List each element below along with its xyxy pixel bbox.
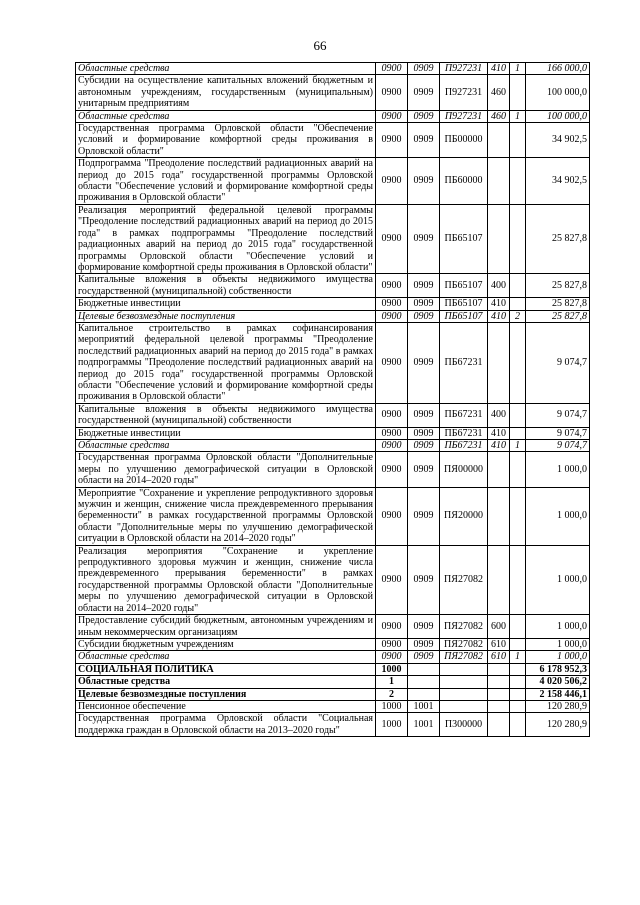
amount-cell: 1 000,0 [526,487,590,545]
row-name-cell: Субсидии бюджетным учреждениям [76,638,376,650]
funding-source-code-cell: 1 [510,110,526,122]
row-name-cell: Государственная программа Орловской области "Социальная поддержка граждан в Орловской области на 2013–2020 годы" [76,713,376,737]
expense-type-code-cell: 410 [488,298,510,310]
subsection-code-cell: 1001 [408,700,440,712]
expense-type-code-cell: 400 [488,403,510,427]
subsection-code-cell [408,676,440,688]
row-name-cell: Областные средства [76,440,376,452]
expense-type-code-cell: 410 [488,63,510,75]
table-row [76,487,590,545]
subsection-code-cell: 0909 [408,63,440,75]
funding-source-code-cell [510,700,526,712]
row-name-cell: Пенсионное обеспечение [76,700,376,712]
target-article-code-cell: ПЯ27082 [440,545,488,614]
subsection-code-cell: 0909 [408,638,440,650]
amount-cell: 25 827,8 [526,204,590,273]
subsection-code-cell [408,663,440,675]
target-article-code-cell: ПЯ27082 [440,615,488,639]
expense-type-code-cell [488,158,510,205]
target-article-code-cell: ПБ67231 [440,322,488,403]
target-article-code-cell: ПБ65107 [440,274,488,298]
table-row [76,700,590,712]
amount-cell: 25 827,8 [526,298,590,310]
section-code-cell: 0900 [376,123,408,158]
amount-cell: 9 074,7 [526,322,590,403]
subsection-code-cell: 0909 [408,403,440,427]
table-row [76,676,590,688]
funding-source-code-cell [510,427,526,439]
funding-source-code-cell [510,615,526,639]
subsection-code-cell: 0909 [408,158,440,205]
expense-type-code-cell [488,123,510,158]
table-row [76,713,590,737]
funding-source-code-cell: 2 [510,310,526,322]
funding-source-code-cell [510,688,526,700]
expense-type-code-cell [488,204,510,273]
table-row [76,322,590,403]
table-row [76,440,590,452]
funding-source-code-cell [510,545,526,614]
amount-cell: 6 178 952,3 [526,663,590,675]
expense-type-code-cell: 400 [488,274,510,298]
funding-source-code-cell [510,322,526,403]
funding-source-code-cell [510,274,526,298]
section-code-cell: 0900 [376,110,408,122]
amount-cell: 1 000,0 [526,638,590,650]
amount-cell: 34 902,5 [526,123,590,158]
funding-source-code-cell: 1 [510,63,526,75]
subsection-code-cell: 0909 [408,427,440,439]
row-name-cell: Капитальное строительство в рамках софинансирования мероприятий федеральной целевой программы "Преодоление последствий радиационных аварий на период до 2015 года" в рамках подпрограммы "Преодоление последствий радиационных аварий на период до 2015 года" государственной программы Орловской области "Обеспечение условий и формирование комфортной среды проживания в Орловской области" [76,322,376,403]
expense-type-code-cell [488,676,510,688]
row-name-cell: Субсидии на осуществление капитальных вложений бюджетным и автономным учреждениям, государственным (муниципальным) унитарным предприятиям [76,75,376,110]
funding-source-code-cell [510,452,526,487]
target-article-code-cell: ПЯ27082 [440,638,488,650]
target-article-code-cell [440,700,488,712]
row-name-cell: Областные средства [76,676,376,688]
amount-cell: 100 000,0 [526,110,590,122]
expense-type-code-cell: 610 [488,638,510,650]
budget-table [75,62,590,737]
subsection-code-cell: 0909 [408,487,440,545]
row-name-cell: Областные средства [76,110,376,122]
section-code-cell: 0900 [376,487,408,545]
subsection-code-cell: 0909 [408,615,440,639]
subsection-code-cell: 0909 [408,545,440,614]
row-name-cell: Реализация мероприятий федеральной целевой программы "Преодоление последствий радиационных аварий на период до 2015 года" в рамках подпрограммы "Преодоление последствий радиационных аварий на период до 2015 года" государственной программы Орловской области "Обеспечение условий и формирование комфортной среды проживания в Орловской области" [76,204,376,273]
section-code-cell: 0900 [376,651,408,663]
section-code-cell: 0900 [376,440,408,452]
table-row [76,298,590,310]
funding-source-code-cell [510,713,526,737]
target-article-code-cell: ПБ65107 [440,310,488,322]
amount-cell: 1 000,0 [526,545,590,614]
section-code-cell: 0900 [376,310,408,322]
table-row [76,427,590,439]
table-row [76,274,590,298]
table-row [76,403,590,427]
funding-source-code-cell [510,638,526,650]
expense-type-code-cell: 600 [488,615,510,639]
amount-cell: 166 000,0 [526,63,590,75]
expense-type-code-cell [488,545,510,614]
subsection-code-cell: 1001 [408,713,440,737]
subsection-code-cell: 0909 [408,110,440,122]
subsection-code-cell: 0909 [408,298,440,310]
section-code-cell: 0900 [376,204,408,273]
target-article-code-cell: П927231 [440,63,488,75]
row-name-cell: Бюджетные инвестиции [76,298,376,310]
amount-cell: 1 000,0 [526,452,590,487]
section-code-cell: 0900 [376,274,408,298]
table-row [76,663,590,675]
section-code-cell: 2 [376,688,408,700]
amount-cell: 1 000,0 [526,651,590,663]
expense-type-code-cell [488,688,510,700]
section-code-cell: 0900 [376,63,408,75]
subsection-code-cell: 0909 [408,75,440,110]
funding-source-code-cell [510,403,526,427]
expense-type-code-cell: 410 [488,310,510,322]
expense-type-code-cell [488,487,510,545]
table-row [76,158,590,205]
row-name-cell: Бюджетные инвестиции [76,427,376,439]
row-name-cell: Целевые безвозмездные поступления [76,310,376,322]
table-row [76,75,590,110]
expense-type-code-cell [488,713,510,737]
section-code-cell: 1000 [376,700,408,712]
amount-cell: 34 902,5 [526,158,590,205]
expense-type-code-cell [488,700,510,712]
target-article-code-cell: ПБ60000 [440,158,488,205]
target-article-code-cell: П300000 [440,713,488,737]
row-name-cell: Государственная программа Орловской области "Дополнительные меры по улучшению демографической ситуации в Орловской области на 2014–2020 годы" [76,452,376,487]
row-name-cell: Реализация мероприятия "Сохранение и укрепление репродуктивного здоровья мужчин и женщин, снижение числа преждевременного прерывания беременности" в рамках государственной программы Орловской области "Дополнительные меры по улучшению демографической ситуации в Орловской области на 2014–2020 годы" [76,545,376,614]
amount-cell: 2 158 446,1 [526,688,590,700]
row-name-cell: Мероприятие "Сохранение и укрепление репродуктивного здоровья мужчин и женщин, снижение числа преждевременного прерывания беременности" в рамках государственной программы Орловской области "Дополнительные меры по улучшению демографической ситуации в Орловской области на 2014–2020 годы" [76,487,376,545]
funding-source-code-cell [510,676,526,688]
target-article-code-cell [440,676,488,688]
target-article-code-cell: ПБ67231 [440,440,488,452]
table-row [76,310,590,322]
section-code-cell: 0900 [376,158,408,205]
amount-cell: 9 074,7 [526,403,590,427]
expense-type-code-cell [488,322,510,403]
funding-source-code-cell [510,123,526,158]
row-name-cell: СОЦИАЛЬНАЯ ПОЛИТИКА [76,663,376,675]
subsection-code-cell: 0909 [408,322,440,403]
target-article-code-cell: ПБ67231 [440,403,488,427]
expense-type-code-cell [488,663,510,675]
target-article-code-cell: ПЯ27082 [440,651,488,663]
section-code-cell: 0900 [376,403,408,427]
target-article-code-cell: П927231 [440,110,488,122]
expense-type-code-cell: 410 [488,440,510,452]
amount-cell: 100 000,0 [526,75,590,110]
row-name-cell: Государственная программа Орловской области "Обеспечение условий и формирование комфортной среды проживания в Орловской области" [76,123,376,158]
row-name-cell: Областные средства [76,63,376,75]
section-code-cell: 0900 [376,545,408,614]
funding-source-code-cell [510,298,526,310]
target-article-code-cell: ПБ65107 [440,204,488,273]
target-article-code-cell [440,688,488,700]
funding-source-code-cell [510,663,526,675]
subsection-code-cell [408,688,440,700]
section-code-cell: 1 [376,676,408,688]
row-name-cell: Капитальные вложения в объекты недвижимого имущества государственной (муниципальной) собственности [76,403,376,427]
target-article-code-cell: ПБ67231 [440,427,488,439]
subsection-code-cell: 0909 [408,204,440,273]
target-article-code-cell: ПБ00000 [440,123,488,158]
subsection-code-cell: 0909 [408,274,440,298]
amount-cell: 9 074,7 [526,427,590,439]
target-article-code-cell [440,663,488,675]
row-name-cell: Капитальные вложения в объекты недвижимого имущества государственной (муниципальной) собственности [76,274,376,298]
target-article-code-cell: ПБ65107 [440,298,488,310]
target-article-code-cell: П927231 [440,75,488,110]
expense-type-code-cell: 460 [488,75,510,110]
table-row [76,545,590,614]
budget-table-body [76,63,590,737]
expense-type-code-cell [488,452,510,487]
subsection-code-cell: 0909 [408,123,440,158]
expense-type-code-cell: 410 [488,427,510,439]
section-code-cell: 0900 [376,75,408,110]
section-code-cell: 0900 [376,322,408,403]
subsection-code-cell: 0909 [408,651,440,663]
expense-type-code-cell: 460 [488,110,510,122]
table-row [76,638,590,650]
subsection-code-cell: 0909 [408,452,440,487]
table-row [76,110,590,122]
row-name-cell: Подпрограмма "Преодоление последствий радиационных аварий на период до 2015 года" государственной программы Орловской области "Обеспечение условий и формирование комфортной среды проживания в Орловской области" [76,158,376,205]
row-name-cell: Целевые безвозмездные поступления [76,688,376,700]
table-row [76,123,590,158]
amount-cell: 25 827,8 [526,310,590,322]
subsection-code-cell: 0909 [408,310,440,322]
table-row [76,63,590,75]
table-row [76,204,590,273]
section-code-cell: 1000 [376,713,408,737]
expense-type-code-cell: 610 [488,651,510,663]
table-row [76,452,590,487]
target-article-code-cell: ПЯ20000 [440,487,488,545]
amount-cell: 120 280,9 [526,700,590,712]
amount-cell: 25 827,8 [526,274,590,298]
funding-source-code-cell [510,487,526,545]
page-number: 66 [313,38,327,53]
section-code-cell: 0900 [376,615,408,639]
funding-source-code-cell: 1 [510,651,526,663]
section-code-cell: 0900 [376,298,408,310]
table-row [76,615,590,639]
table-row [76,651,590,663]
amount-cell: 4 020 506,2 [526,676,590,688]
row-name-cell: Предоставление субсидий бюджетным, автономным учреждениям и иным некоммерческим организациям [76,615,376,639]
section-code-cell: 0900 [376,427,408,439]
funding-source-code-cell [510,75,526,110]
target-article-code-cell: ПЯ00000 [440,452,488,487]
funding-source-code-cell [510,158,526,205]
amount-cell: 1 000,0 [526,615,590,639]
amount-cell: 120 280,9 [526,713,590,737]
section-code-cell: 0900 [376,452,408,487]
section-code-cell: 0900 [376,638,408,650]
section-code-cell: 1000 [376,663,408,675]
funding-source-code-cell: 1 [510,440,526,452]
amount-cell: 9 074,7 [526,440,590,452]
subsection-code-cell: 0909 [408,440,440,452]
row-name-cell: Областные средства [76,651,376,663]
funding-source-code-cell [510,204,526,273]
table-row [76,688,590,700]
